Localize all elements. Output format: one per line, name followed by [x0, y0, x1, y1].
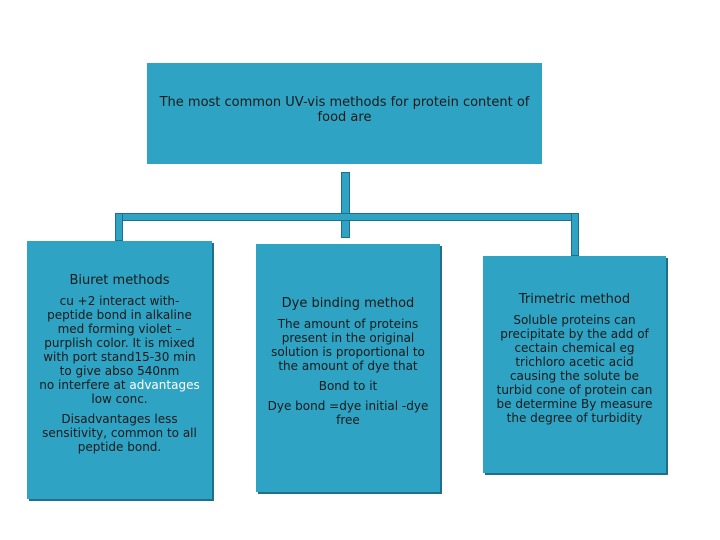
trimetric-method-box	[483, 256, 666, 473]
trimetric-line-8: the degree of turbidity	[506, 411, 643, 425]
dye-line-2: present in the original	[281, 331, 415, 345]
connector-bar	[115, 213, 579, 221]
dye-bond-line: Bond to it	[318, 379, 378, 393]
title-box	[147, 63, 542, 164]
trimetric-line-3: cectain chemical eg	[514, 341, 635, 355]
biuret-line-6: to give abso 540nm	[59, 364, 180, 378]
trimetric-line-2: precipitate by the add of	[500, 327, 649, 341]
dye-line-4: the amount of dye that	[278, 359, 418, 373]
biuret-method-box	[27, 241, 212, 499]
biuret-line-4: purplish color. It is mixed	[44, 336, 195, 350]
dye-heading: Dye binding method	[281, 296, 415, 311]
dye-free-line: free	[336, 413, 360, 427]
trimetric-line-5: causing the solute be	[509, 369, 640, 383]
connector-right-drop	[571, 213, 579, 256]
trimetric-line-4: trichloro acetic acid	[515, 355, 634, 369]
title-text: The most common UV-vis methods for protein content of food are	[159, 95, 530, 125]
dye-line-3: solution is proportional to	[271, 345, 425, 359]
trimetric-line-1: Soluble proteins can	[513, 313, 636, 327]
biuret-line-3: med forming violet –	[57, 322, 182, 336]
advantages-label: advantages	[129, 378, 200, 392]
biuret-line-8: low conc.	[91, 392, 148, 406]
trimetric-line-7: be determine By measure	[496, 397, 653, 411]
connector-left-drop	[115, 213, 123, 241]
biuret-disadvantages-1: Disadvantages less	[61, 412, 178, 426]
dye-binding-method-box	[256, 244, 440, 492]
trimetric-line-6: turbid cone of protein can	[496, 383, 653, 397]
biuret-line-7-prefix: no interfere at	[39, 378, 130, 392]
biuret-line-1: cu +2 interact with-	[59, 294, 180, 308]
biuret-disadvantages-2: sensitivity, common to all	[42, 426, 197, 440]
trimetric-heading: Trimetric method	[518, 292, 631, 307]
dye-formula-line: Dye bond =dye initial -dye	[267, 399, 429, 413]
biuret-line-7	[15, 378, 224, 392]
biuret-line-2: peptide bond in alkaline	[47, 308, 192, 322]
biuret-line-5: with port stand15-30 min	[43, 350, 196, 364]
biuret-disadvantages-3: peptide bond.	[77, 440, 162, 454]
dye-line-1: The amount of proteins	[277, 317, 419, 331]
biuret-heading: Biuret methods	[69, 273, 170, 288]
connector-trunk	[341, 172, 350, 238]
